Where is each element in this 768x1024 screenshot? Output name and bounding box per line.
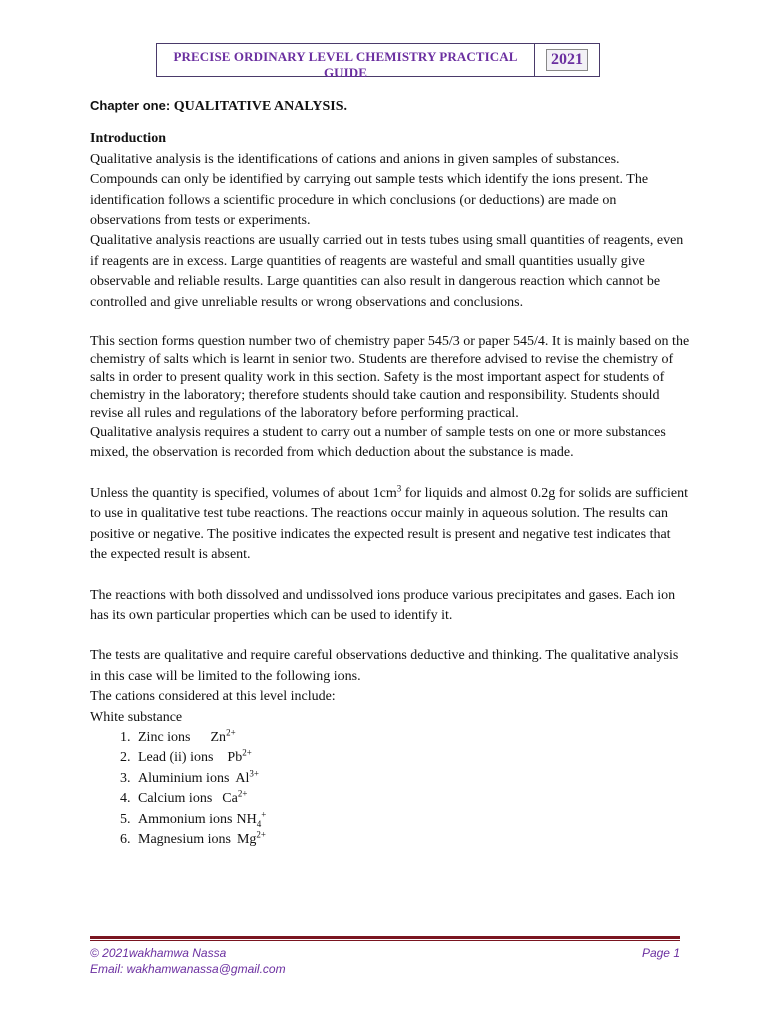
paragraph-9: White substance [90, 709, 183, 725]
page-footer [90, 945, 680, 977]
chapter-title: QUALITATIVE ANALYSIS. [173, 99, 348, 114]
header-title: PRECISE ORDINARY LEVEL CHEMISTRY PRACTICAL GUIDE [157, 44, 535, 76]
footer-rule [90, 936, 680, 939]
paragraph-6: The reactions with both dissolved and undissolved ions produce various precipitates and gases. Each ion has its own particular properties which can be used to identify it. [90, 587, 676, 623]
running-header [156, 43, 600, 80]
header-year-box [535, 44, 599, 76]
ion-name: Aluminium ions [138, 770, 230, 786]
paragraph-5 [90, 484, 690, 566]
paragraph-5-sup: 3 [396, 483, 402, 494]
paragraph-4: Qualitative analysis requires a student to carry out a number of sample tests on one or more substances mixed, the observation is recorded from which deduction about the substance is made. [90, 425, 666, 461]
ion-name: Zinc ions [138, 729, 191, 745]
ion-charge: 3+ [249, 768, 259, 779]
list-item [134, 830, 690, 850]
ion-name: Magnesium ions [138, 831, 231, 847]
chapter-heading [90, 96, 690, 117]
ion-charge: 2+ [242, 747, 252, 758]
paragraph-3: This section forms question number two of chemistry paper 545/3 or paper 545/4. It is mainly based on the chemistry of salts which is learnt in senior two. Students are therefore advised to revise the chemistry of salts in order to present quality work in this section. Safety is the most important aspect for students of chemistry in the laboratory; therefore students should take caution and responsibility. Students should revise all rules and regulations of the laboratory before performing practical. [90, 334, 690, 422]
paragraph-5-b: for liquids and almost 0.2g for solids are sufficient to use in qualitative test tube reactions. The reactions occur mainly in aqueous solution. The results can positive or negative. The positive indicates the expected result is present and negative test indicates that the expected result is absent. [90, 485, 688, 563]
footer-rule-thin [90, 940, 680, 941]
ion-charge: + [261, 808, 267, 819]
ion-subscript: 4 [256, 818, 262, 829]
ion-charge: 2+ [237, 788, 248, 799]
ion-name: Lead (ii) ions [138, 750, 214, 766]
ion-symbol: NH [236, 811, 257, 827]
ion-symbol: Ca [222, 791, 238, 807]
list-item [134, 810, 690, 830]
paragraph-5-a: Unless the quantity is specified, volumes of about 1cm [90, 485, 397, 501]
paragraph-8: The cations considered at this level include: [90, 689, 336, 705]
document-body [90, 96, 690, 850]
ion-symbol: Mg [236, 831, 257, 847]
ion-name: Calcium ions [138, 791, 213, 807]
paragraph-1: Qualitative analysis is the identifications of cations and anions in given samples of substances. Compounds can only be identified by carrying out sample tests which identify the ions present. The identification follows a scientific procedure in which conclusions (or deductions) are made on observations from tests or experiments. [90, 151, 649, 229]
footer-email: Email: wakhamwanassa@gmail.com [90, 962, 286, 976]
ion-symbol: Al [235, 770, 250, 786]
ion-charge: 2+ [226, 727, 236, 738]
header-year: 2021 [546, 49, 588, 71]
ion-name: Ammonium ions [138, 811, 233, 827]
ion-charge: 2+ [256, 829, 266, 840]
list-item [134, 748, 690, 768]
chapter-prefix: Chapter one: [90, 98, 174, 113]
ion-symbol: Zn [210, 729, 227, 745]
page-number: Page 1 [641, 946, 680, 960]
list-item [134, 728, 690, 748]
list-item [134, 769, 690, 789]
ion-symbol: Pb [227, 750, 243, 766]
paragraph-2: Qualitative analysis reactions are usually carried out in tests tubes using small quantities of reagents, even if reagents are in excess. Large quantities of reagents are wasteful and small quantities usually give observable and reliable results. Large quantities can also result in dangerous reaction which cannot be controlled and give unreliable results or wrong observations and conclusions. [90, 233, 684, 310]
intro-heading: Introduction [90, 131, 166, 147]
list-item [134, 789, 690, 809]
cation-list [90, 728, 690, 850]
footer-copyright: © 2021wakhamwa Nassa [90, 946, 227, 960]
paragraph-7: The tests are qualitative and require careful observations deductive and thinking. The qualitative analysis in this case will be limited to the following ions. [90, 648, 679, 684]
